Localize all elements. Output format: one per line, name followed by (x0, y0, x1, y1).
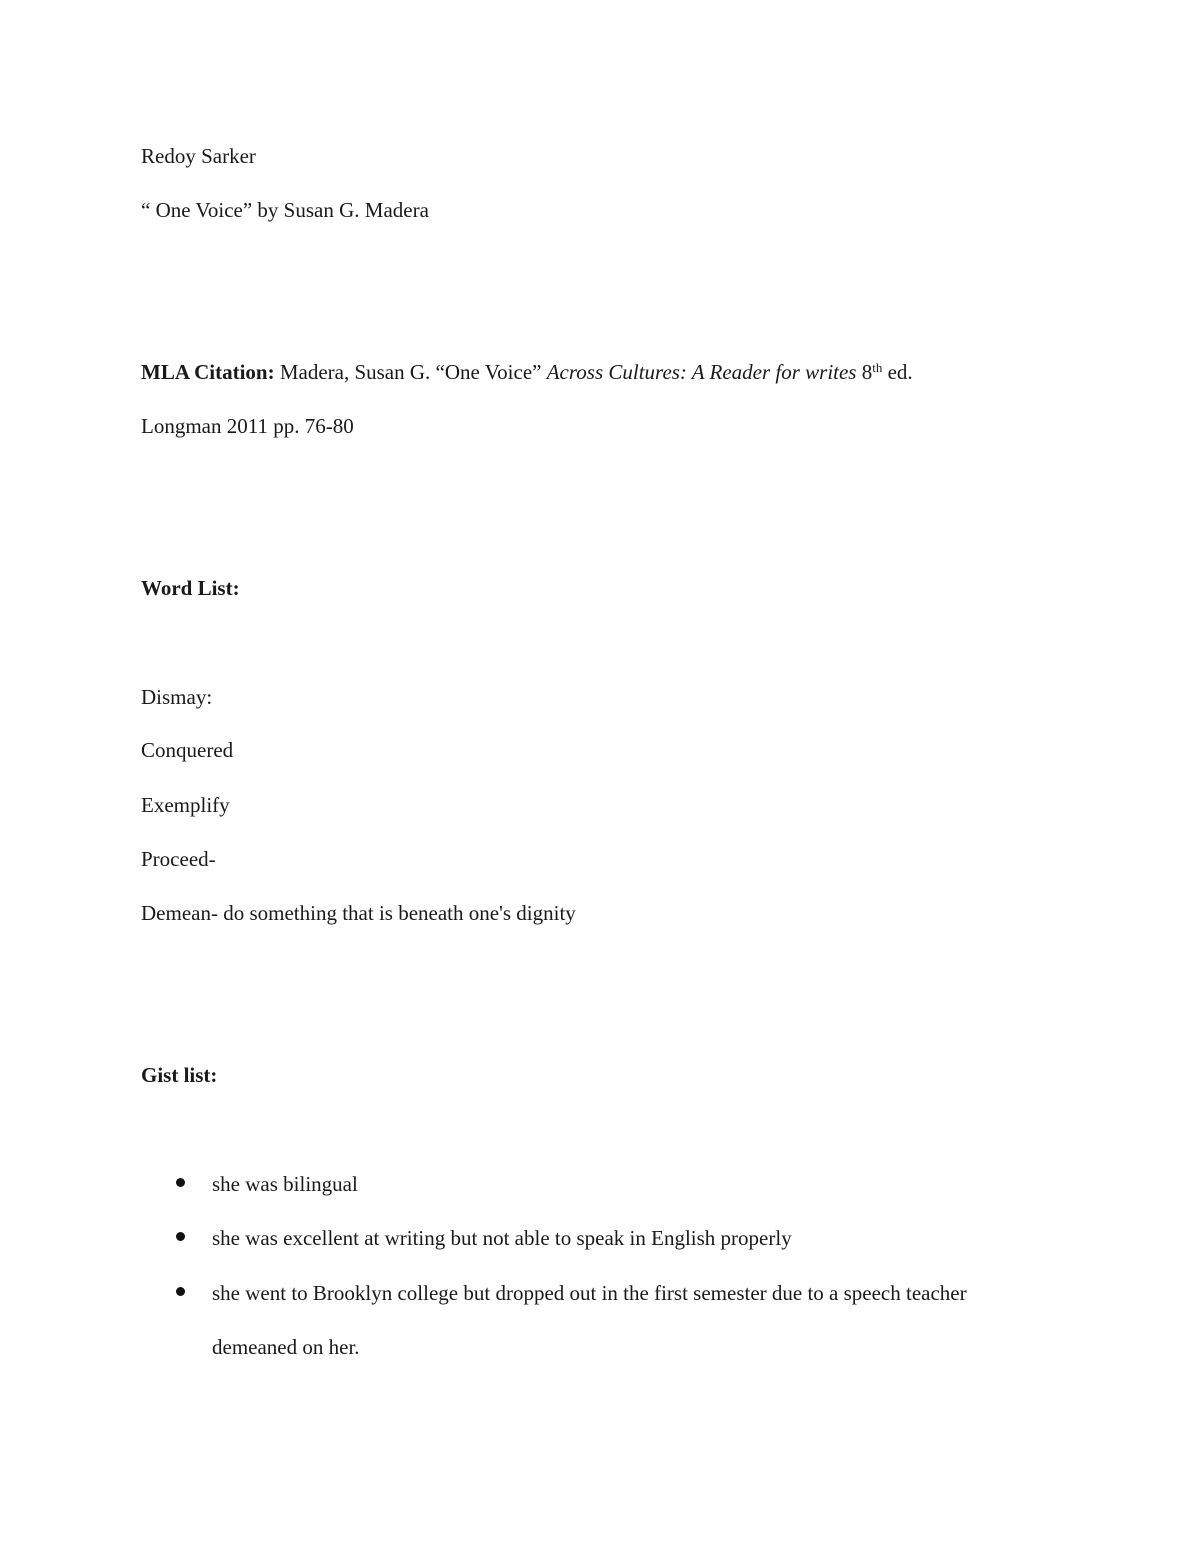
word-list-item: Conquered (141, 738, 234, 762)
citation-book-title: Across Cultures: A Reader for writes (546, 360, 857, 384)
word-list-item: Proceed- (141, 847, 216, 871)
word-list-item: Demean- do something that is beneath one's dignity (141, 901, 576, 925)
citation-text: Madera, Susan G. “One Voice” (274, 360, 547, 384)
gist-list-heading: Gist list: (141, 1063, 218, 1087)
gist-list-item: she was excellent at writing but not able to speak in English properly (212, 1226, 792, 1250)
citation-second-line: Longman 2011 pp. 76-80 (141, 414, 354, 438)
gist-list-item: she went to Brooklyn college but dropped out in the first semester due to a speech teacher (212, 1281, 967, 1305)
author-name: Redoy Sarker (141, 144, 256, 168)
citation-edition-number: 8 (856, 360, 873, 384)
bullet-icon (176, 1232, 185, 1241)
bullet-icon (176, 1178, 185, 1187)
word-list-heading: Word List: (141, 576, 240, 600)
citation-edition-end: ed. (882, 360, 913, 384)
gist-list-item: she was bilingual (212, 1172, 358, 1196)
word-list-item: Dismay: (141, 685, 213, 709)
mla-citation-line (141, 359, 913, 385)
mla-citation-label: MLA Citation: (141, 360, 275, 384)
work-title-line: “ One Voice” by Susan G. Madera (141, 198, 429, 222)
citation-edition-suffix: th (872, 360, 883, 375)
word-list-item: Exemplify (141, 793, 230, 817)
bullet-icon (176, 1287, 185, 1296)
gist-list-item-continuation: demeaned on her. (212, 1335, 360, 1359)
